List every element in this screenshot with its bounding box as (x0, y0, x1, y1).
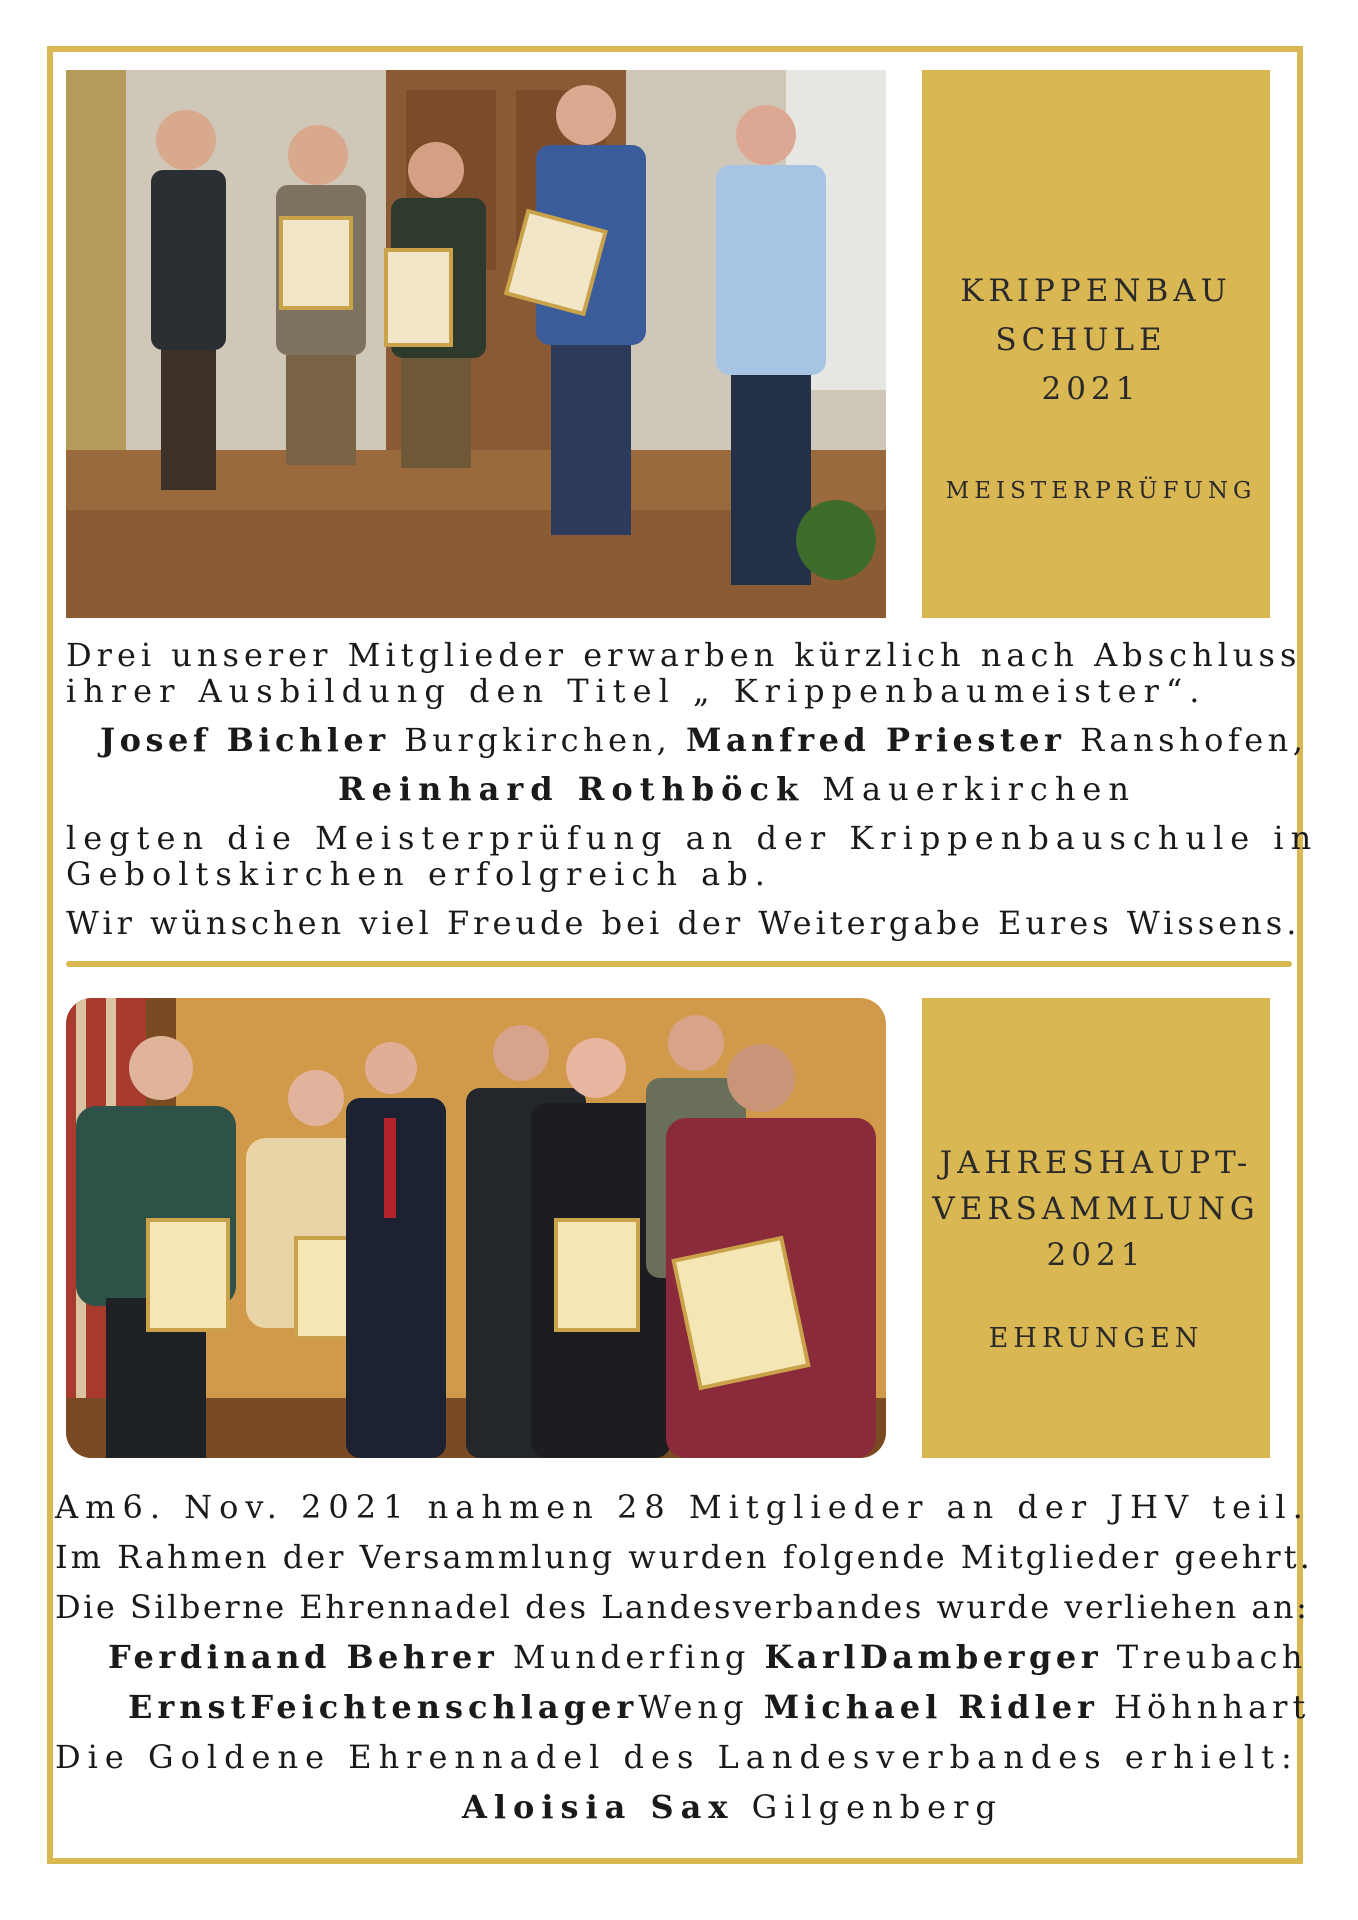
member-place: Höhnhart (1098, 1688, 1311, 1726)
paragraph-3: Wir wünschen viel Freude bei der Weitergabe Eures Wissens. (66, 904, 1301, 942)
member-name: KarlDamberger (764, 1638, 1103, 1676)
box-title-line-3: 2021 (1046, 1237, 1146, 1273)
member-place: Burgkirchen, (389, 721, 687, 759)
member-name: Michael Ridler (763, 1688, 1099, 1726)
member-name: Manfred Priester (686, 721, 1066, 759)
box-subtitle: EHRUNGEN (988, 1323, 1204, 1354)
paragraph-2-line-2: Geboltskirchen erfolgreich ab. (66, 855, 772, 893)
paragraph-2-line-1: legten die Meisterprüfung an der Krippenbauschule in (66, 819, 1319, 857)
names-line-1 (100, 722, 1307, 758)
gold-honoree-line (462, 1789, 1003, 1825)
honorees-line-1 (108, 1639, 1307, 1675)
names-line-2 (338, 771, 1136, 807)
box-title-line-2: SCHULE (995, 322, 1167, 358)
member-place: Treubach (1102, 1638, 1308, 1676)
photo-krippenbau-graduates (66, 70, 886, 618)
member-place: Gilgenberg (734, 1788, 1003, 1826)
jhv-line-4: Die Goldene Ehrennadel des Landesverbandes erhielt: (55, 1738, 1299, 1776)
member-place: Mauerkirchen (805, 770, 1136, 808)
jhv-line-1: Am6. Nov. 2021 nahmen 28 Mitglieder an der JHV teil. (55, 1488, 1310, 1526)
box-title-line-1: JAHRESHAUPT- (939, 1145, 1253, 1181)
honorees-line-2 (128, 1689, 1310, 1725)
photo-jhv-honorees (66, 998, 886, 1458)
section-title-box-jhv (922, 998, 1270, 1458)
section-divider (66, 961, 1292, 967)
box-title-line-1: KRIPPENBAU (960, 273, 1232, 309)
box-title-line-3: 2021 (1041, 371, 1141, 407)
member-name: ErnstFeichtenschlager (128, 1688, 639, 1726)
member-name: Ferdinand Behrer (108, 1638, 499, 1676)
member-name: Aloisia Sax (462, 1788, 735, 1826)
section-title-box-krippenbau (922, 70, 1270, 618)
member-place: Weng (638, 1688, 764, 1726)
member-name: Josef Bichler (100, 721, 390, 759)
box-subtitle: MEISTERPRÜFUNG (945, 478, 1257, 504)
member-place: Munderfing (498, 1638, 765, 1676)
jhv-line-3: Die Silberne Ehrennadel des Landesverbandes wurde verliehen an: (55, 1588, 1310, 1626)
member-name: Reinhard Rothböck (338, 770, 806, 808)
box-title-line-2: VERSAMMLUNG (932, 1191, 1260, 1227)
jhv-line-2: Im Rahmen der Versammlung wurden folgende Mitglieder geehrt. (55, 1538, 1313, 1576)
paragraph-1-line-2: ihrer Ausbildung den Titel „ Krippenbaumeister“. (66, 672, 1207, 710)
member-place: Ranshofen, (1065, 721, 1308, 759)
paragraph-1-line-1: Drei unserer Mitglieder erwarben kürzlich nach Abschluss (66, 636, 1302, 674)
